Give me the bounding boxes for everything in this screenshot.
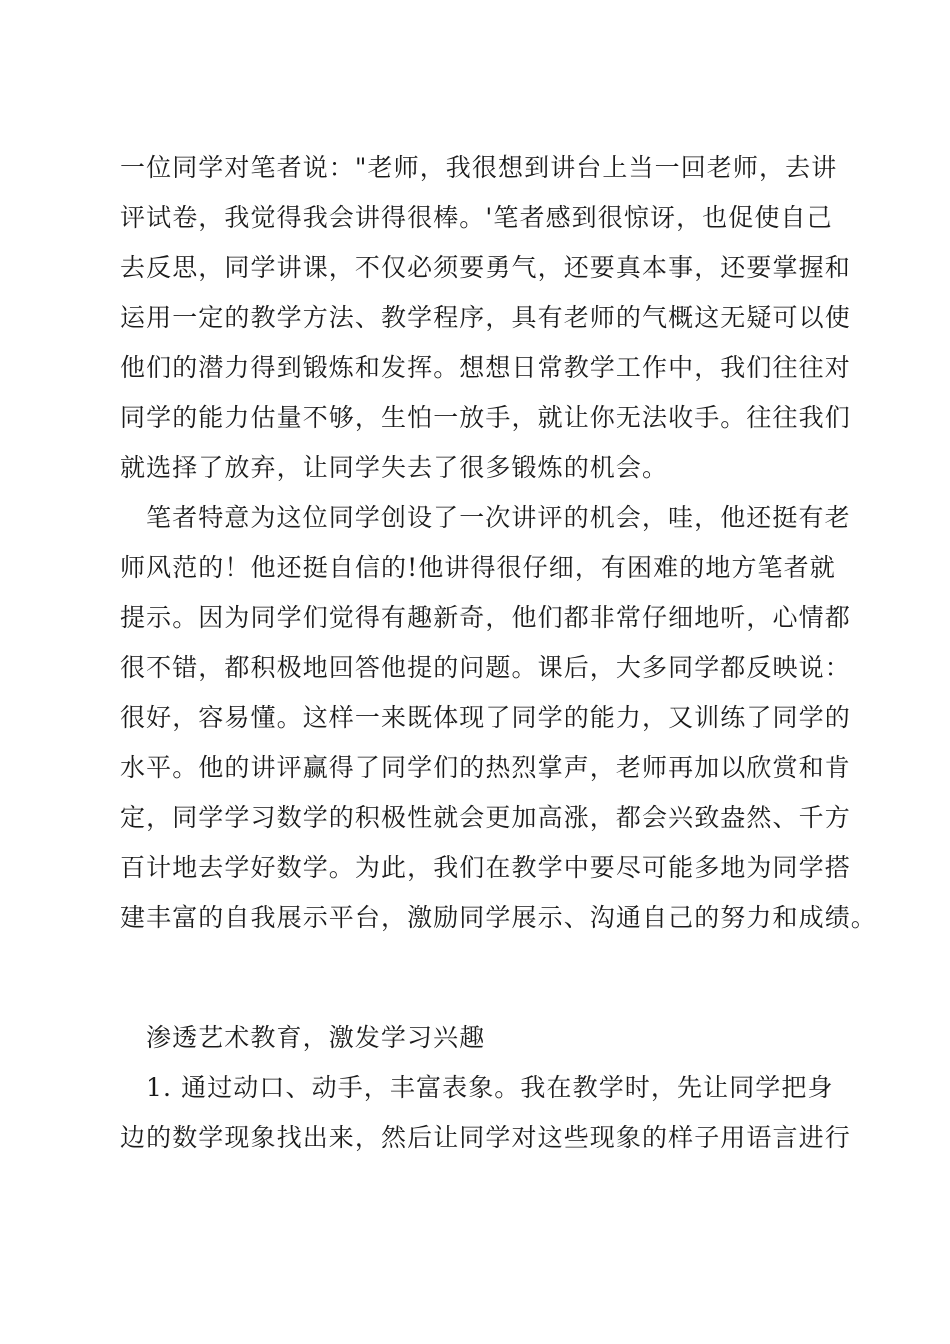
text-line: 运用一定的教学方法、教学程序，具有老师的气概这无疑可以使 <box>120 303 851 332</box>
text-line: 定，同学学习数学的积极性就会更加高涨，都会兴致盎然、千方 <box>120 803 851 832</box>
section-heading: 渗透艺术教育，激发学习兴趣 <box>146 1023 486 1052</box>
text-line: 他们的潜力得到锻炼和发挥。想想日常教学工作中，我们往往对 <box>120 353 851 382</box>
text-line: 同学的能力估量不够，生怕一放手，就让你无法收手。往往我们 <box>120 403 851 432</box>
text-line: 边的数学现象找出来，然后让同学对这些现象的样子用语言进行 <box>120 1123 851 1152</box>
text-line: 很好，容易懂。这样一来既体现了同学的能力，又训练了同学的 <box>120 703 851 732</box>
text-line: 建丰富的自我展示平台，激励同学展示、沟通自己的努力和成绩。 <box>120 903 877 932</box>
text-line: 水平。他的讲评赢得了同学们的热烈掌声，老师再加以欣赏和肯 <box>120 753 851 782</box>
text-line: 1. 通过动口、动手，丰富表象。我在教学时，先让同学把身 <box>146 1073 834 1102</box>
text-line: 就选择了放弃，让同学失去了很多锻炼的机会。 <box>120 453 669 482</box>
text-line: 笔者特意为这位同学创设了一次讲评的机会，哇，他还挺有老 <box>146 503 851 532</box>
text-line: 一位同学对笔者说："老师，我很想到讲台上当一回老师，去讲 <box>120 153 838 182</box>
text-line: 提示。因为同学们觉得有趣新奇，他们都非常仔细地听，心情都 <box>120 603 851 632</box>
text-line: 评试卷，我觉得我会讲得很棒。'笔者感到很惊讶，也促使自己 <box>120 203 833 232</box>
text-line: 很不错，都积极地回答他提的问题。课后，大多同学都反映说： <box>120 653 851 682</box>
text-line: 百计地去学好数学。为此，我们在教学中要尽可能多地为同学搭 <box>120 853 851 882</box>
text-line: 师风范的！他还挺自信的!他讲得很仔细，有困难的地方笔者就 <box>120 553 836 582</box>
text-line: 去反思，同学讲课，不仅必须要勇气，还要真本事，还要掌握和 <box>120 253 851 282</box>
